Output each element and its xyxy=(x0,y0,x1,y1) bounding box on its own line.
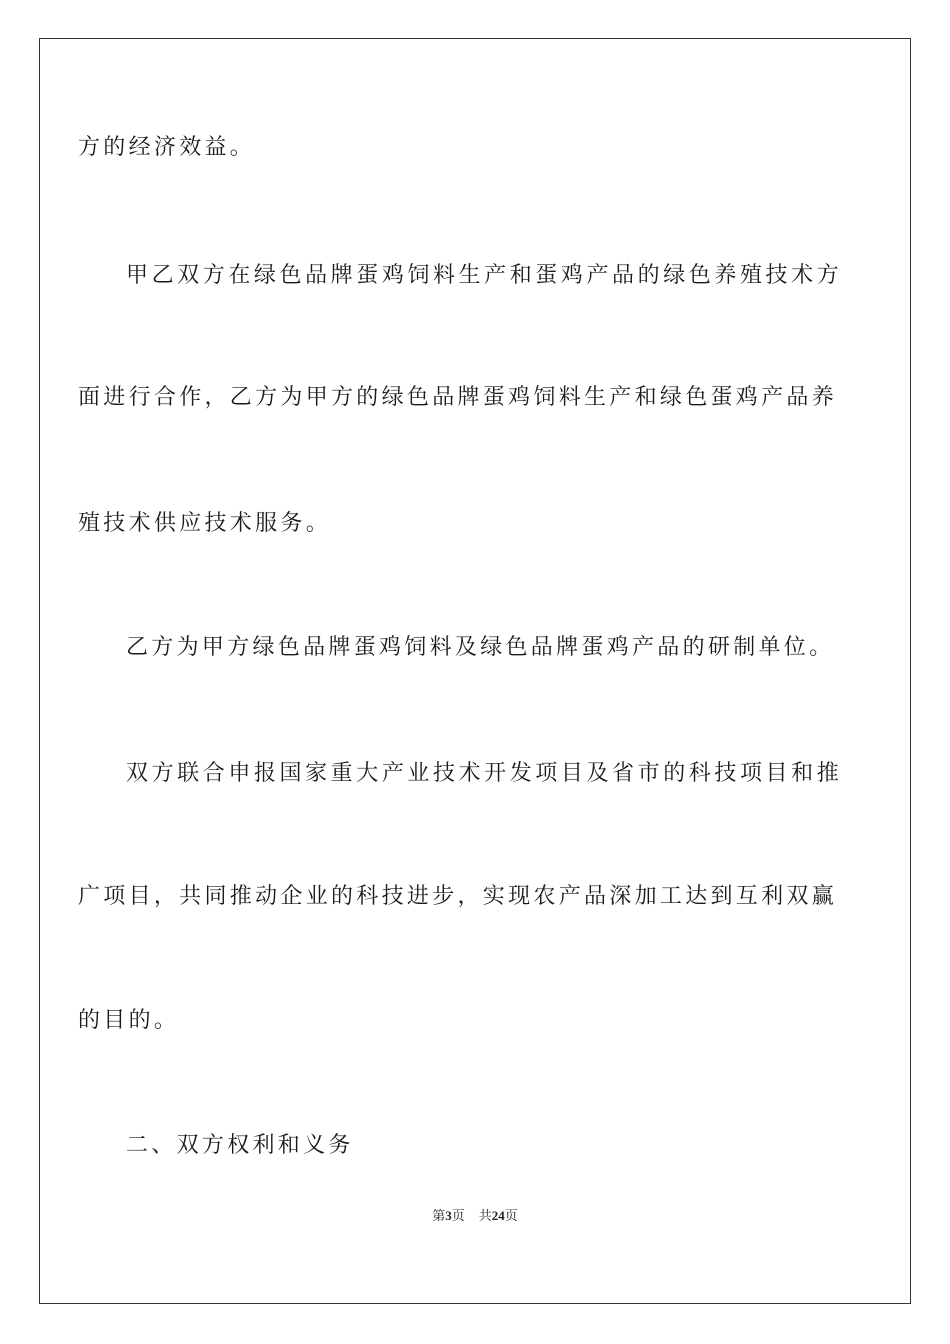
paragraph-line-7: 广项目，共同推动企业的科技进步，实现农产品深加工达到互利双赢 xyxy=(78,884,838,909)
footer-total-pages: 24 xyxy=(491,1208,505,1223)
page-border xyxy=(39,38,911,1304)
paragraph-line-2: 甲乙双方在绿色品牌蛋鸡饲料生产和蛋鸡产品的绿色养殖技术方 xyxy=(126,263,842,288)
footer-page-prefix: 第 xyxy=(432,1208,446,1223)
page-footer xyxy=(0,1206,950,1227)
paragraph-line-1: 方的经济效益。 xyxy=(78,135,256,160)
footer-page-suffix: 页 xyxy=(451,1208,465,1223)
paragraph-line-3: 面进行合作，乙方为甲方的绿色品牌蛋鸡饲料生产和绿色蛋鸡产品养 xyxy=(78,385,838,410)
footer-total-suffix: 页 xyxy=(504,1208,518,1223)
section-heading: 二、双方权利和义务 xyxy=(126,1133,354,1158)
footer-total-prefix: 共 xyxy=(478,1208,492,1223)
paragraph-line-6: 双方联合申报国家重大产业技术开发项目及省市的科技项目和推 xyxy=(126,761,842,786)
paragraph-line-4: 殖技术供应技术服务。 xyxy=(78,511,332,536)
footer-page-number: 3 xyxy=(445,1208,452,1223)
paragraph-line-8: 的目的。 xyxy=(78,1008,180,1033)
paragraph-line-5: 乙方为甲方绿色品牌蛋鸡饲料及绿色品牌蛋鸡产品的研制单位。 xyxy=(126,635,835,660)
